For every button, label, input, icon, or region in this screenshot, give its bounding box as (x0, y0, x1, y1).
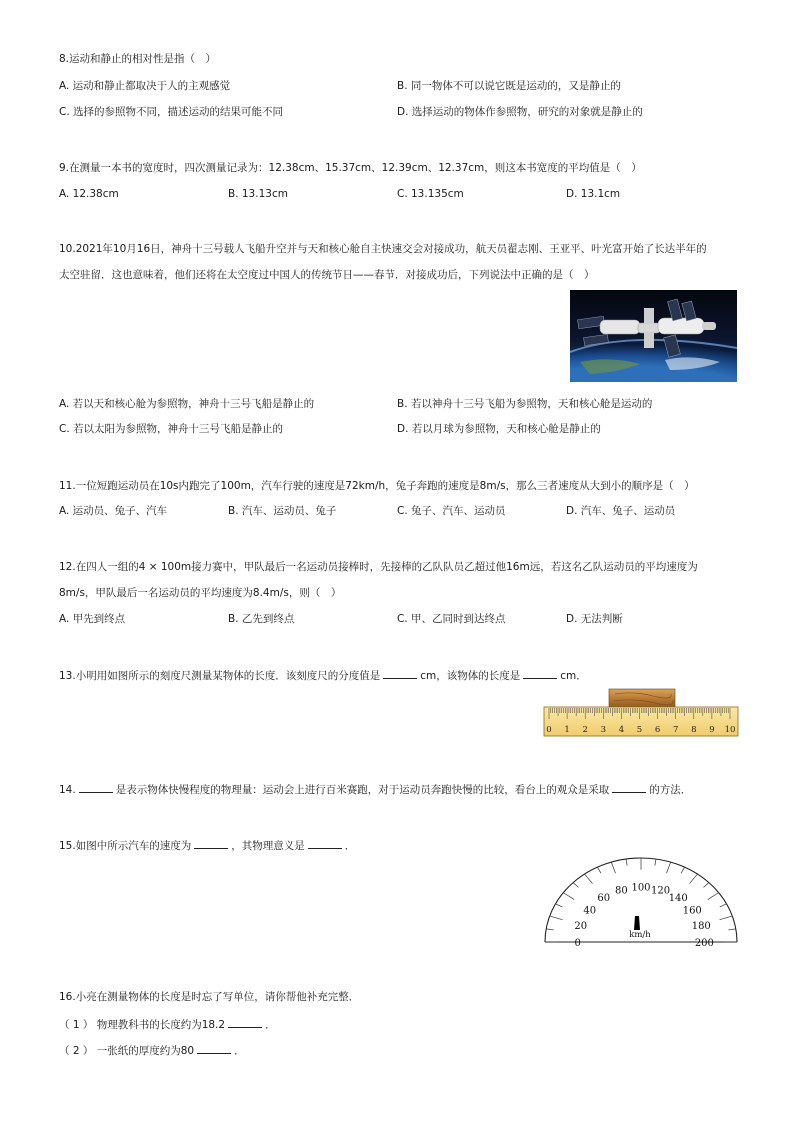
gauge-tick (703, 883, 708, 888)
ruler-label: 1 (564, 725, 570, 735)
stem-text-1: 13.小明用如图所示的刻度尺测量某物体的长度．该刻度尺的分度值是 (59, 670, 381, 682)
question-stem (59, 782, 691, 797)
ruler-label: 4 (618, 725, 625, 735)
gauge-tick (720, 916, 733, 920)
option-a: A. 12.38cm (59, 188, 119, 200)
sub-question-1 (59, 1017, 276, 1032)
gauge-tick (550, 916, 563, 920)
option-d: D. 汽车、兔子、运动员 (566, 505, 676, 517)
option-a: A. 甲先到终点 (59, 613, 126, 625)
stem-text-2: ，其物理意义是 (231, 840, 305, 852)
option-d: D. 选择运动的物体作参照物，研究的对象就是静止的 (397, 106, 643, 118)
gauge-label: 140 (668, 893, 688, 905)
option-a: A. 运动和静止都取决于人的主观感觉 (59, 80, 231, 92)
gauge-tick (667, 862, 671, 873)
gauge-tick (585, 874, 593, 884)
stem-text-2: 是表示物体快慢程度的物理量：运动会上进行百米赛跑，对于运动员奔跑快慢的比较，看台上的观众是采取 (115, 784, 610, 796)
question-stem-line-2: 太空驻留．这也意味着，他们还将在太空度过中国人的传统节日——春节．对接成功后，下列说法中正确的是（ ） (59, 269, 595, 281)
gauge-tick (690, 874, 698, 884)
gauge-label: 40 (583, 905, 597, 917)
option-b: B. 13.13cm (228, 188, 288, 200)
gauge-label: 20 (574, 920, 588, 932)
option-c: C. 兔子、汽车、运动员 (397, 505, 506, 517)
gauge-label: 160 (682, 905, 702, 917)
gauge-unit: km/h (629, 930, 651, 940)
answer-blank-2[interactable] (308, 838, 342, 849)
option-d: D. 无法判断 (566, 613, 623, 625)
sub-question-2-text: （ 2 ） 一张纸的厚度约为80 (59, 1045, 195, 1057)
answer-blank-1[interactable] (194, 838, 228, 849)
gauge-tick (681, 867, 684, 873)
question-stem-line-1: 12.在四人一组的4 × 100m接力赛中，甲队最后一名运动员接棒时，先接棒的乙队队员乙超过他16m远，若这名乙队运动员的平均速度为 (59, 561, 698, 573)
gauge-tick (626, 859, 627, 866)
gauge-tick (611, 862, 615, 873)
sub-question-1-text: （ 1 ） 物理教科书的长度约为18.2 (59, 1019, 226, 1031)
measured-object (609, 689, 675, 708)
answer-blank-2[interactable] (523, 668, 557, 679)
question-stem: 11.一位短跑运动员在10s内跑完了100m，汽车行驶的速度是72km/h，兔子奔跑的速度是8m/s，那么三者速度从大到小的顺序是（ ） (59, 480, 695, 492)
ruler-label: 5 (636, 725, 643, 735)
question-stem: 8.运动和静止的相对性是指（ ） (59, 53, 217, 65)
ruler-figure (543, 688, 739, 738)
space-station-image (570, 290, 737, 382)
gauge-tick (573, 883, 578, 888)
option-d: D. 若以月球为参照物，天和核心舱是静止的 (397, 423, 601, 435)
option-b: B. 同一物体不可以说它既是运动的，又是静止的 (397, 80, 621, 92)
gauge-label: 0 (574, 938, 581, 946)
question-stem (59, 668, 587, 683)
gauge-tick (563, 893, 574, 900)
stem-text-3: 的方法． (649, 784, 692, 796)
option-b: B. 汽车、运动员、兔子 (228, 505, 337, 517)
ruler-label: 9 (709, 725, 715, 735)
gauge-tick (597, 867, 600, 873)
question-stem-line-2: 8m/s，甲队最后一名运动员的平均速度为8.4m/s，则（ ） (59, 587, 342, 599)
answer-blank-1[interactable] (228, 1017, 262, 1028)
ruler-label: 10 (724, 725, 736, 735)
gauge-label: 120 (651, 885, 671, 897)
option-c: C. 甲、乙同时到达终点 (397, 613, 506, 625)
ruler-label: 3 (600, 725, 607, 735)
stem-text-3: cm． (560, 670, 587, 682)
sub-question-2 (59, 1043, 245, 1058)
speedometer-figure (541, 850, 741, 946)
option-a: A. 运动员、兔子、汽车 (59, 505, 168, 517)
ruler-label: 6 (654, 725, 661, 735)
ruler-label: 7 (672, 725, 679, 735)
gauge-label: 60 (597, 893, 611, 905)
gauge-label: 100 (631, 882, 651, 894)
option-b: B. 乙先到终点 (228, 613, 295, 625)
stem-text-3: ． (344, 840, 356, 852)
gauge-tick (546, 929, 554, 930)
ruler-label: 2 (582, 725, 588, 735)
gauge-label: 200 (694, 938, 714, 946)
gauge-needle (634, 916, 640, 930)
gauge-label: 180 (691, 920, 711, 932)
answer-blank-2[interactable] (612, 782, 646, 793)
answer-blank-1[interactable] (383, 668, 417, 679)
question-stem (59, 838, 355, 853)
ruler-label: 0 (546, 725, 552, 735)
option-c: C. 若以太阳为参照物，神舟十三号飞船是静止的 (59, 423, 284, 435)
option-c: C. 13.135cm (397, 188, 464, 200)
option-a: A. 若以天和核心舱为参照物，神舟十三号飞船是静止的 (59, 398, 315, 410)
stem-text-1: 14. (59, 784, 76, 796)
gauge-label: 80 (615, 885, 628, 897)
sub-question-1-end: ． (265, 1019, 276, 1031)
gauge-tick (655, 859, 656, 866)
question-stem: 16.小亮在测量物体的长度是时忘了写单位，请你帮他补充完整． (59, 991, 360, 1003)
gauge-tick (728, 929, 736, 930)
question-stem-line-1: 10.2021年10月16日，神舟十三号载人飞船升空并与天和核心舱自主快速交会对接成功，航天员翟志刚、王亚平、叶光富开始了长达半年的 (59, 243, 707, 255)
gauge-tick (708, 893, 719, 900)
gauge-tick (720, 904, 727, 907)
stem-text-1: 15.如图中所示汽车的速度为 (59, 840, 192, 852)
sub-question-2-end: ． (234, 1045, 245, 1057)
ruler-label: 8 (691, 725, 697, 735)
option-c: C. 选择的参照物不同，描述运动的结果可能不同 (59, 106, 284, 118)
stem-text-2: cm，该物体的长度是 (420, 670, 521, 682)
option-b: B. 若以神舟十三号飞船为参照物，天和核心舱是运动的 (397, 398, 653, 410)
gauge-tick (555, 904, 562, 907)
answer-blank-2[interactable] (197, 1043, 231, 1054)
question-stem: 9.在测量一本书的宽度时，四次测量记录为：12.38cm、15.37cm、12.39cm、12.37cm，则这本书宽度的平均值是（ ） (59, 162, 642, 174)
option-d: D. 13.1cm (566, 188, 621, 200)
answer-blank-1[interactable] (79, 782, 113, 793)
